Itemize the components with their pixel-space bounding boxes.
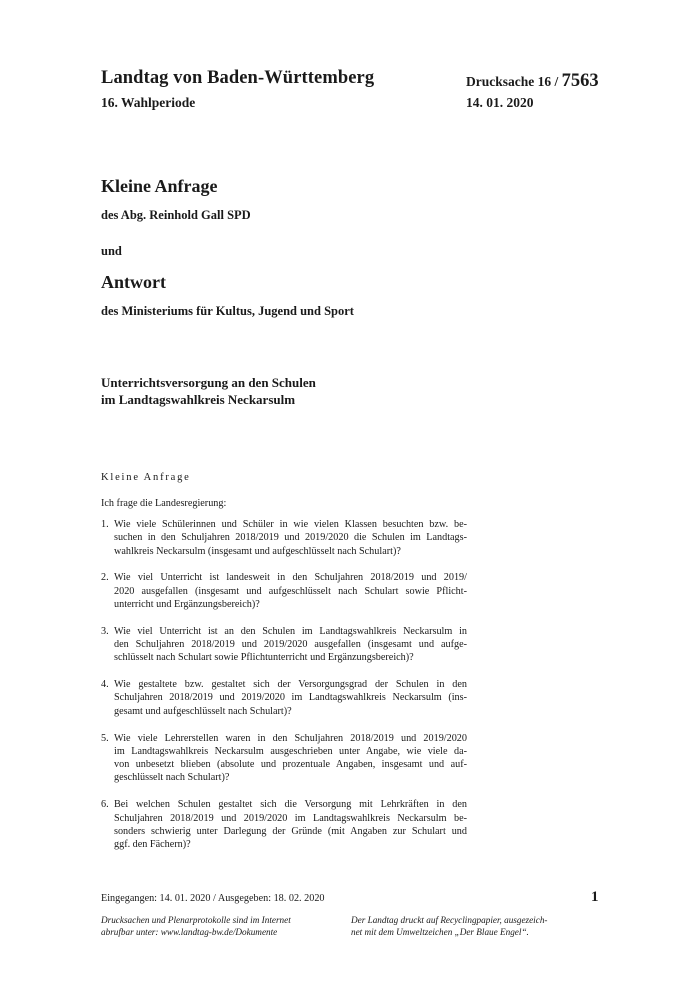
document-label: Drucksache 16 /: [466, 74, 562, 89]
question-line: im Landtagswahlkreis Neckarsulm ausgeschrieben unter Angabe, wie viele da-: [114, 745, 467, 757]
note-line: abrufbar unter: www.landtag-bw.de/Dokumente: [101, 927, 278, 937]
question-list: [101, 518, 467, 865]
note-line: Der Landtag druckt auf Recyclingpapier, ausgezeich-: [351, 915, 548, 925]
intro-text: Ich frage die Landesregierung:: [101, 498, 227, 509]
received-issued-dates: Eingegangen: 14. 01. 2020 / Ausgegeben: 18. 02. 2020: [101, 893, 325, 904]
question-item: [101, 518, 467, 558]
document-number: [466, 71, 599, 92]
question-line: Wie viel Unterricht ist an den Schulen im Landtagswahlkreis Neckarsulm in: [114, 625, 467, 637]
question-line: Wie viele Lehrerstellen waren in den Schuljahren 2018/2019 und 2019/2020: [114, 732, 467, 744]
question-line: wahlkreis Neckarsulm (insgesamt und aufgeschlüsselt nach Schulart)?: [114, 545, 401, 557]
question-line: Wie viel Unterricht ist landesweit in den Schuljahren 2018/2019 und 2019/: [114, 572, 467, 584]
question-line: Schuljahren 2018/2019 und 2019/2020 im Landtagswahlkreis Neckarsulm (ins-: [114, 692, 467, 704]
question-number: 3.: [101, 625, 109, 637]
document-date: 14. 01. 2020: [466, 95, 534, 110]
question-number: 2.: [101, 572, 109, 584]
question-number: 5.: [101, 732, 109, 744]
question-line: schlüsselt nach Schulart sowie Pflichtunterricht und Ergänzungsbereich)?: [114, 652, 414, 664]
kleine-anfrage-heading: Kleine Anfrage: [101, 176, 218, 196]
question-line: gesamt und aufgeschlüsselt nach Schulart)?: [114, 705, 292, 717]
question-number: 6.: [101, 799, 109, 811]
question-line: Wie viele Schülerinnen und Schüler in wie vielen Klassen besuchten bzw. be-: [114, 519, 467, 530]
question-line: sonders schwierig unter Darlegung der Gründe (mit Angaben zur Schulart und: [114, 825, 467, 837]
internet-note: [101, 914, 291, 938]
question-number: 1.: [101, 519, 109, 530]
question-line: Schuljahren 2018/2019 und 2019/2020 im Landtagswahlkreis Neckarsulm be-: [114, 812, 467, 824]
question-line: ggf. den Fächern)?: [114, 839, 191, 851]
und-connector: und: [101, 244, 122, 258]
question-line: Wie gestaltete bzw. gestaltet sich der Versorgungsgrad der Schulen in den: [114, 679, 467, 691]
topic-line: im Landtagswahlkreis Neckarsulm: [101, 392, 296, 407]
question-line: Bei welchen Schulen gestaltet sich die Versorgung mit Lehrkräften in den: [114, 799, 467, 811]
question-item: [101, 571, 467, 611]
note-line: net mit dem Umweltzeichen „Der Blaue Engel“.: [351, 927, 529, 937]
note-line: Drucksachen und Plenarprotokolle sind im Internet: [101, 915, 291, 925]
question-item: [101, 732, 467, 785]
question-item: [101, 625, 467, 665]
question-line: unterricht und Ergänzungsbereich)?: [114, 598, 260, 610]
recycling-note: [351, 914, 547, 938]
question-line: von unbesetzt blieben (absolute und prozentuale Angaben, insgesamt und auf-: [114, 759, 467, 771]
antwort-heading: Antwort: [101, 272, 166, 292]
author-line: des Abg. Reinhold Gall SPD: [101, 208, 251, 222]
legislative-period: 16. Wahlperiode: [101, 95, 196, 110]
question-line: suchen in den Schuljahren 2018/2019 und 2019/2020 die Schulen im Landtags-: [114, 532, 467, 544]
parliament-title: Landtag von Baden-Württemberg: [101, 68, 375, 88]
page-number: 1: [591, 889, 599, 905]
section-label: Kleine Anfrage: [101, 472, 191, 483]
document-number-value: 7563: [561, 71, 599, 91]
question-line: 2020 ausgefallen (insgesamt und aufgeschlüsselt nach Schulart sowie Pflicht-: [114, 585, 467, 597]
question-line: geschlüsselt nach Schulart)?: [114, 772, 230, 784]
document-topic: [101, 374, 316, 408]
question-item: [101, 678, 467, 718]
question-item: [101, 798, 467, 851]
ministry-line: des Ministeriums für Kultus, Jugend und Sport: [101, 304, 354, 318]
question-line: den Schuljahren 2018/2019 und 2019/2020 ausgefallen (insgesamt und aufge-: [114, 639, 467, 651]
question-number: 4.: [101, 679, 109, 691]
topic-line: Unterrichtsversorgung an den Schulen: [101, 375, 316, 390]
